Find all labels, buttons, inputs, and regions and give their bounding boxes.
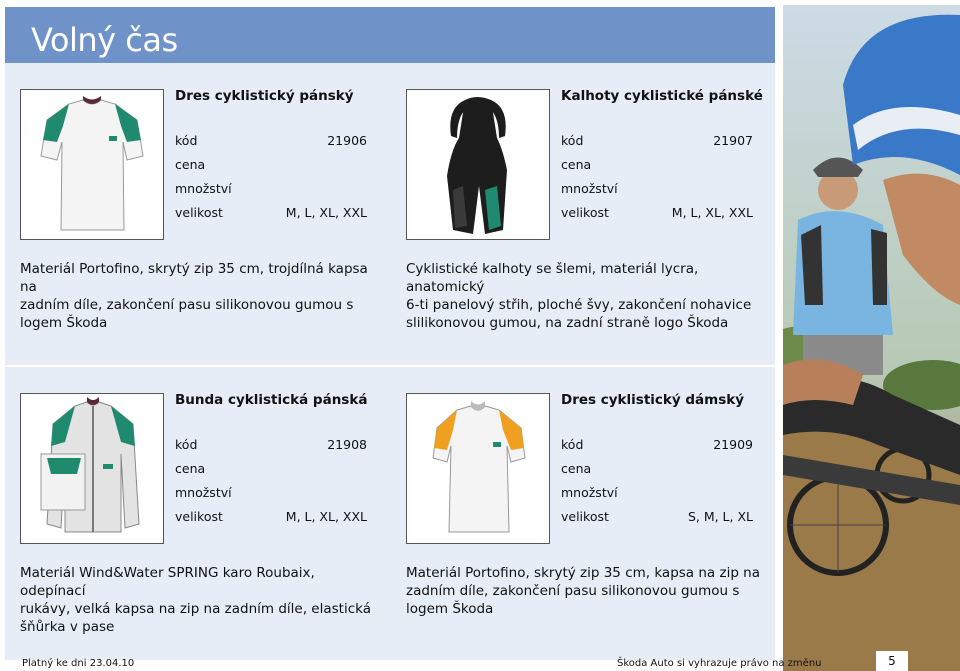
product-image-frame [20,89,164,240]
spec-row-code [561,437,753,461]
description-line: šňůrka v pase [20,619,115,635]
spec-row-price [175,157,367,181]
spec-label: množství [175,485,232,500]
spec-label: cena [175,461,206,476]
spec-value: M, L, XL, XXL [285,509,367,524]
jersey-mens-green-icon [21,90,163,239]
spec-row-quantity [175,181,367,205]
product-title: Kalhoty cyklistické pánské [561,88,763,104]
jacket-mens-icon [21,394,163,543]
cyclist-photo-illustration [783,5,960,671]
spec-label: velikost [175,509,223,524]
description-line: Cyklistické kalhoty se šlemi, materiál lycra, anatomický [406,261,699,295]
description-line: rukávy, velká kapsa na zip na zadním díle, elastická [20,601,371,617]
spec-value: 21907 [713,133,753,148]
page-title: Volný čas [31,21,178,59]
spec-row-quantity [561,181,753,205]
header-bar [5,7,775,63]
spec-label: množství [561,485,618,500]
spec-value: 21909 [713,437,753,452]
spec-value: 21908 [327,437,367,452]
spec-row-code [561,133,753,157]
spec-row-code [175,133,367,157]
spec-row-quantity [561,485,753,509]
product-image-frame [406,89,550,240]
spec-label: velikost [175,205,223,220]
spec-row-size [561,509,753,533]
page-number: 5 [876,651,908,671]
spec-value: S, M, L, XL [687,509,753,524]
spec-value: M, L, XL, XXL [671,205,753,220]
spec-label: velikost [561,509,609,524]
description-line: zadním díle, zakončení pasu silikonovou gumou s [406,583,740,599]
spec-row-size [175,205,367,229]
description-line: Materiál Wind&Water SPRING karo Roubaix, odepínací [20,565,315,599]
product-title: Dres cyklistický pánský [175,88,354,104]
spec-label: velikost [561,205,609,220]
description-line: Materiál Portofino, skrytý zip 35 cm, trojdílná kapsa na [20,261,368,295]
spec-value: M, L, XL, XXL [285,205,367,220]
spec-row-price [561,461,753,485]
description-line: zadním díle, zakončení pasu silikonovou gumou s [20,297,354,313]
cyclist-photo [783,5,960,671]
spec-table [175,437,367,533]
footer-valid-date: Platný ke dni 23.04.10 [22,658,135,669]
spec-label: kód [175,133,198,148]
spec-row-price [561,157,753,181]
spec-label: cena [175,157,206,172]
description-line: logem Škoda [406,601,494,617]
product-description [20,260,380,332]
product-image-frame [406,393,550,544]
spec-label: množství [175,181,232,196]
product-description [406,564,771,618]
product-image-frame [20,393,164,544]
bib-shorts-icon [407,90,549,239]
product-description [406,260,771,332]
spec-label: kód [561,437,584,452]
footer-disclaimer: Škoda Auto si vyhrazuje právo na změnu [617,658,822,669]
spec-table [561,133,753,229]
spec-value: 21906 [327,133,367,148]
spec-label: množství [561,181,618,196]
spec-label: cena [561,157,592,172]
spec-table [175,133,367,229]
product-title: Bunda cyklistická pánská [175,392,368,408]
spec-table [561,437,753,533]
description-line: 6-ti panelový střih, ploché švy, zakončení nohavice [406,297,752,313]
product-title: Dres cyklistický dámský [561,392,745,408]
spec-label: cena [561,461,592,476]
product-description [20,564,380,636]
description-line: logem Škoda [20,315,108,331]
description-line: Materiál Portofino, skrytý zip 35 cm, kapsa na zip na [406,565,761,581]
spec-row-size [561,205,753,229]
spec-row-price [175,461,367,485]
spec-label: kód [175,437,198,452]
spec-label: kód [561,133,584,148]
spec-row-quantity [175,485,367,509]
description-line: slilikonovou gumou, na zadní straně logo Škoda [406,315,729,331]
jersey-womens-orange-icon [407,394,549,543]
spec-row-code [175,437,367,461]
spec-row-size [175,509,367,533]
